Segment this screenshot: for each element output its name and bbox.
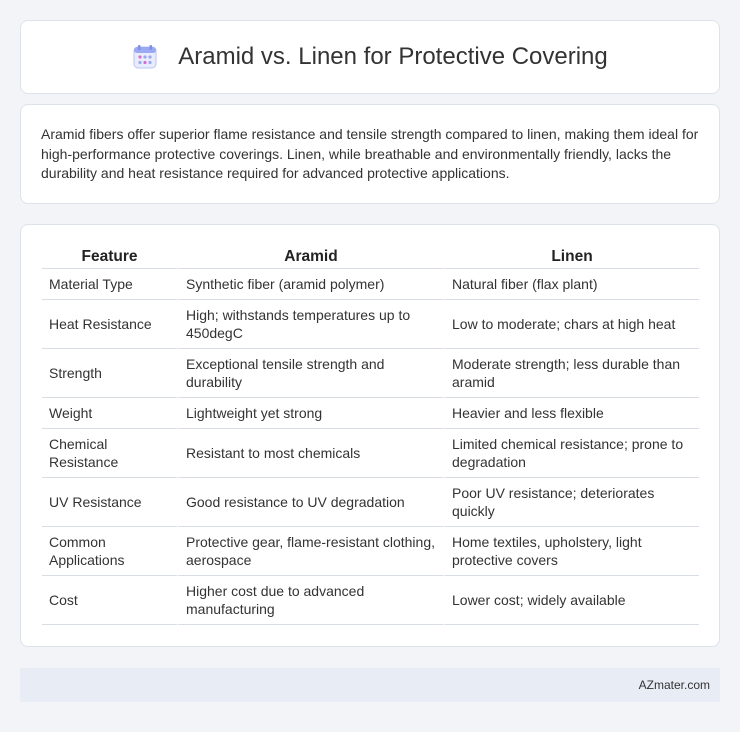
linen-cell: Heavier and less flexible bbox=[443, 398, 699, 429]
linen-cell: Low to moderate; chars at high heat bbox=[443, 300, 699, 349]
aramid-cell: High; withstands temperatures up to 450degC bbox=[177, 300, 443, 349]
column-header-feature: Feature bbox=[42, 247, 177, 269]
column-header-linen: Linen bbox=[443, 247, 699, 269]
aramid-cell: Higher cost due to advanced manufacturing bbox=[177, 576, 443, 625]
table-row bbox=[42, 429, 699, 478]
comparison-table bbox=[42, 247, 699, 625]
feature-cell: Common Applications bbox=[42, 527, 177, 576]
table-header-row bbox=[42, 247, 699, 269]
aramid-cell: Exceptional tensile strength and durability bbox=[177, 349, 443, 398]
footer bbox=[20, 668, 720, 702]
feature-cell: Strength bbox=[42, 349, 177, 398]
feature-cell: Heat Resistance bbox=[42, 300, 177, 349]
title-card bbox=[20, 20, 720, 94]
feature-cell: Cost bbox=[42, 576, 177, 625]
calendar-icon bbox=[132, 44, 158, 70]
summary-card bbox=[20, 104, 720, 204]
linen-cell: Lower cost; widely available bbox=[443, 576, 699, 625]
page-title: Aramid vs. Linen for Protective Covering bbox=[178, 43, 608, 70]
linen-cell: Limited chemical resistance; prone to degradation bbox=[443, 429, 699, 478]
table-row bbox=[42, 300, 699, 349]
aramid-cell: Lightweight yet strong bbox=[177, 398, 443, 429]
column-header-aramid: Aramid bbox=[177, 247, 443, 269]
linen-cell: Moderate strength; less durable than aramid bbox=[443, 349, 699, 398]
feature-cell: UV Resistance bbox=[42, 478, 177, 527]
aramid-cell: Good resistance to UV degradation bbox=[177, 478, 443, 527]
comparison-table-card bbox=[20, 224, 720, 647]
aramid-cell: Resistant to most chemicals bbox=[177, 429, 443, 478]
table-row bbox=[42, 527, 699, 576]
aramid-cell: Synthetic fiber (aramid polymer) bbox=[177, 269, 443, 300]
footer-brand: AZmater.com bbox=[638, 678, 710, 692]
table-row bbox=[42, 478, 699, 527]
table-row bbox=[42, 398, 699, 429]
linen-cell: Poor UV resistance; deteriorates quickly bbox=[443, 478, 699, 527]
table-row bbox=[42, 576, 699, 625]
linen-cell: Home textiles, upholstery, light protective covers bbox=[443, 527, 699, 576]
linen-cell: Natural fiber (flax plant) bbox=[443, 269, 699, 300]
feature-cell: Material Type bbox=[42, 269, 177, 300]
summary-text: Aramid fibers offer superior flame resistance and tensile strength compared to linen, making them ideal for high-performance protective coverings. Linen, while breathable and environmentally friendly, lacks the durability and heat resistance required for advanced protective applications. bbox=[41, 126, 699, 181]
table-row bbox=[42, 269, 699, 300]
table-row bbox=[42, 349, 699, 398]
feature-cell: Chemical Resistance bbox=[42, 429, 177, 478]
feature-cell: Weight bbox=[42, 398, 177, 429]
aramid-cell: Protective gear, flame-resistant clothing, aerospace bbox=[177, 527, 443, 576]
